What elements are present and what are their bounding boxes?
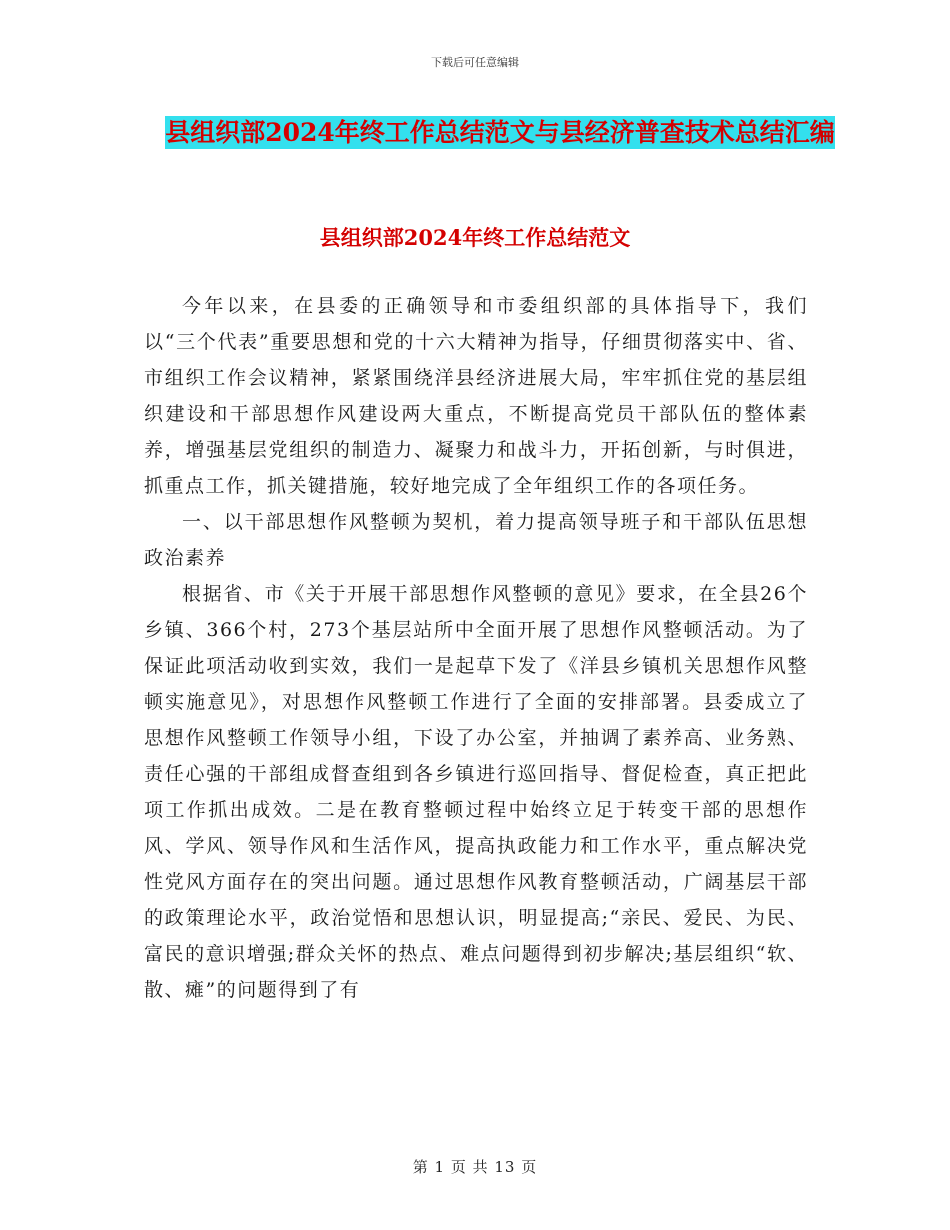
section-title: 县组织部2024年终工作总结范文	[319, 225, 631, 250]
paragraph-rectification: 根据省、市《关于开展干部思想作风整顿的意见》要求，在全县26个乡镇、366个村，273个基层站所中全面开展了思想作风整顿活动。为了保证此项活动收到实效，我们一是起草下发了《洋县乡镇机关思想作风整顿实施意见》，对思想作风整顿工作进行了全面的安排部署。县委成立了思想作风整顿工作领导小组，下设了办公室，并抽调了素养高、业务熟、责任心强的干部组成督查组到各乡镇进行巡回指导、督促检查，真正把此项工作抓出成效。二是在教育整顿过程中始终立足于转变干部的思想作风、学风、领导作风和生活作风，提高执政能力和工作水平，重点解决党性党风方面存在的突出问题。通过思想作风教育整顿活动，广阔基层干部的政策理论水平，政治觉悟和思想认识，明显提高;“亲民、爱民、为民、富民的意识增强;群众关怀的热点、难点问题得到初步解决;基层组织“软、散、瘫”的问题得到了有	[144, 583, 808, 1001]
header-note: 下载后可任意编辑	[431, 56, 519, 69]
paragraph-heading-one: 一、以干部思想作风整顿为契机，着力提高领导班子和干部队伍思想政治素养	[144, 511, 808, 569]
document-body	[144, 288, 808, 1008]
paragraph-intro: 今年以来，在县委的正确领导和市委组织部的具体指导下，我们以“三个代表”重要思想和党的十六大精神为指导，仔细贯彻落实中、省、市组织工作会议精神，紧紧围绕洋县经济进展大局，牢牢抓住党的基层组织建设和干部思想作风建设两大重点，不断提高党员干部队伍的整体素养，增强基层党组织的制造力、凝聚力和战斗力，开拓创新，与时俱进，抓重点工作，抓关键措施，较好地完成了全年组织工作的各项任务。	[144, 295, 808, 497]
page-number-footer: 第 1 页 共 13 页	[412, 1158, 538, 1176]
document-main-title	[140, 110, 860, 156]
main-title-text: 县组织部2024年终工作总结范文与县经济普查技术总结汇编	[165, 118, 835, 147]
